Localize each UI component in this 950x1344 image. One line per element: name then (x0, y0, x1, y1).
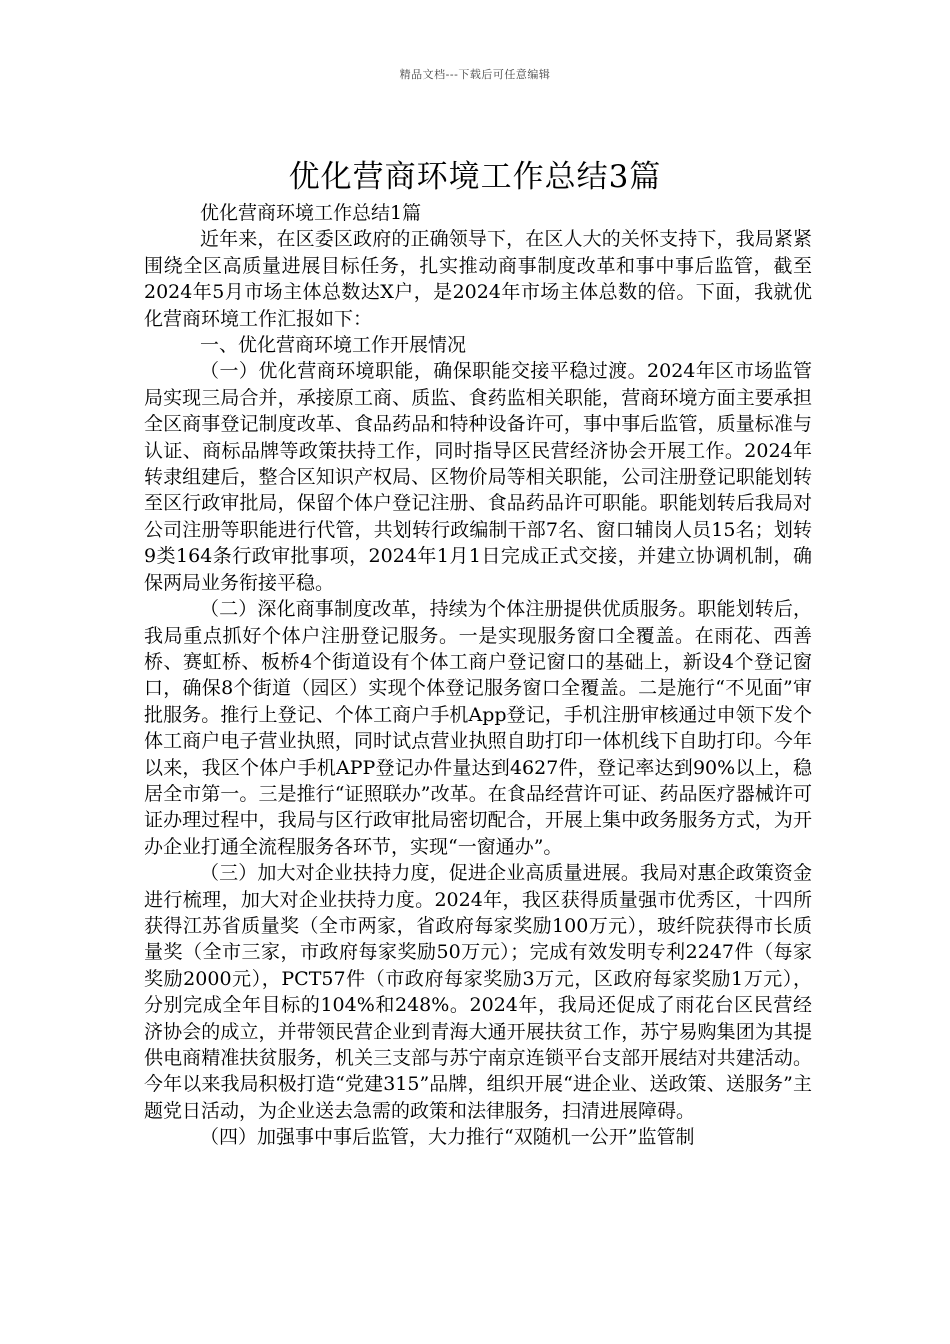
paragraph: 近年来，在区委区政府的正确领导下，在区人大的关怀支持下，我局紧紧围绕全区高质量进展目标任务，扎实推动商事制度改革和事中事后监管，截至2024年5月市场主体总数达X户，是2024年市场主体总数的倍。下面，我就优化营商环境工作汇报如下： (144, 228, 812, 330)
header-note: 精品文档---下载后可任意编辑 (399, 68, 551, 81)
paragraph: （二）深化商事制度改革，持续为个体注册提供优质服务。职能划转后，我局重点抓好个体户注册登记服务。一是实现服务窗口全覆盖。在雨花、西善桥、赛虹桥、板桥4个街道设有个体工商户登记窗口的基础上，新设4个登记窗口，确保8个街道（园区）实现个体登记服务窗口全覆盖。二是施行“不见面”审批服务。推行上登记、个体工商户手机App登记，手机注册审核通过申领下发个体工商户电子营业执照，同时试点营业执照自助打印一体机线下自助打印。今年以来，我区个体户手机APP登记办件量达到4627件，登记率达到90%以上，稳居全市第一。三是推行“证照联办”改革。在食品经营许可证、药品医疗器械许可证办理过程中，我局与区行政审批局密切配合，开展上集中政务服务方式，为开办企业打通全流程服务各环节，实现“一窗通办”。 (144, 598, 812, 858)
paragraph: （一）优化营商环境职能，确保职能交接平稳过渡。2024年区市场监管局实现三局合并，承接原工商、质监、食药监相关职能，营商环境方面主要承担全区商事登记制度改革、食品药品和特种设备许可，事中事后监管，质量标准与认证、商标品牌等政策扶持工作，同时指导区民营经济协会开展工作。2024年转隶组建后，整合区知识产权局、区物价局等相关职能，公司注册登记职能划转至区行政审批局，保留个体户登记注册、食品药品许可职能。职能划转后我局对公司注册等职能进行代管，共划转行政编制干部7名、窗口辅岗人员15名；划转9类164条行政审批事项，2024年1月1日完成正式交接，并建立协调机制，确保两局业务衔接平稳。 (144, 360, 812, 594)
paragraph: （四）加强事中事后监管，大力推行“双随机一公开”监管制 (200, 1126, 695, 1149)
document-title: 优化营商环境工作总结3篇 (288, 158, 662, 195)
document-body (144, 200, 812, 1151)
subheading: 一、优化营商环境工作开展情况 (200, 334, 467, 357)
paragraph: （三）加大对企业扶持力度，促进企业高质量进展。我局对惠企政策资金进行梳理，加大对企业扶持力度。2024年，我区获得质量强市优秀区，十四所获得江苏省质量奖（全市两家，省政府每家奖励100万元），玻纤院获得市长质量奖（全市三家，市政府每家奖励50万元）；完成有效发明专利2247件（每家奖励2000元），PCT57件（市政府每家奖励3万元，区政府每家奖励1万元），分别完成全年目标的104%和248%。2024年，我局还促成了雨花台区民营经济协会的成立，并带领民营企业到青海大通开展扶贫工作，苏宁易购集团为其提供电商精准扶贫服务，机关三支部与苏宁南京连锁平台支部开展结对共建活动。今年以来我局积极打造“党建315”品牌，组织开展“进企业、送政策、送服务”主题党日活动，为企业送去急需的政策和法律服务，扫清进展障碍。 (144, 862, 812, 1122)
section-heading: 优化营商环境工作总结1篇 (200, 202, 422, 224)
